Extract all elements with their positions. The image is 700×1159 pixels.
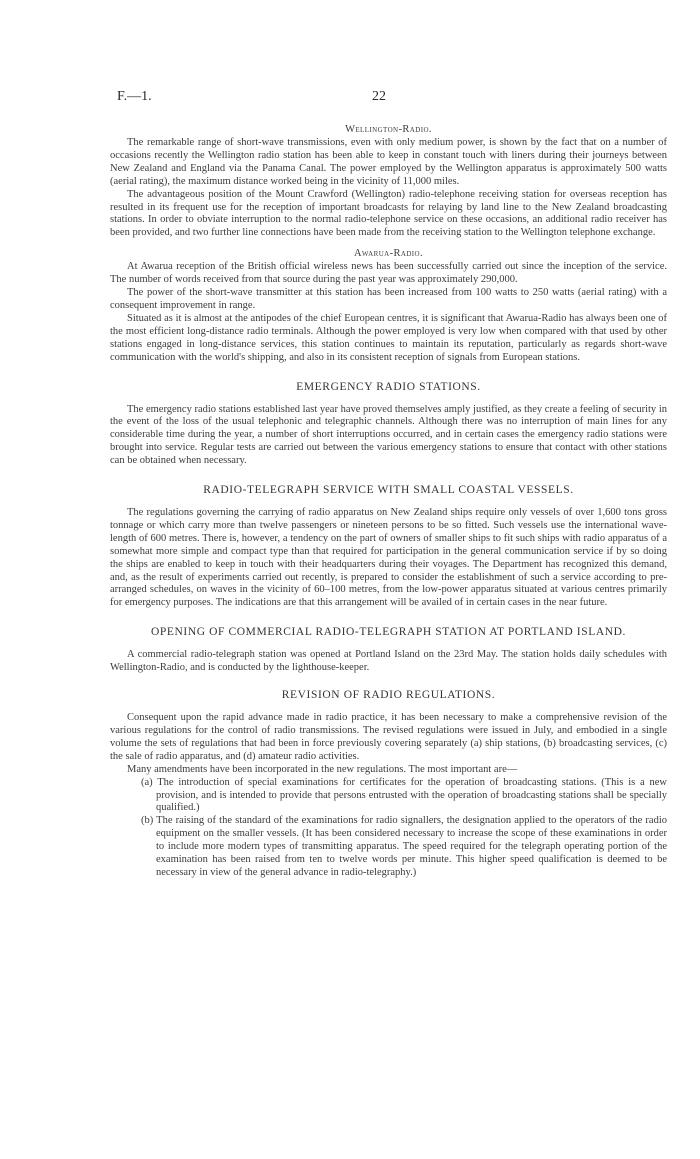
section-heading-revision-of-radio-regulations: REVISION OF RADIO REGULATIONS. <box>281 689 496 702</box>
paragraph: At Awarua reception of the British official wireless news has been successfully carried out since the inception of the service. The number of words received from that source during the past year was approximately 290,000. <box>110 261 667 286</box>
amendments-list <box>110 777 667 880</box>
list-item: (b) The raising of the standard of the examinations for radio signallers, the designation applied to the operators of the radio equipment on the smaller vessels. (It has been considered necessary to increase the scope of these examinations in order to include more modern types of transmitting apparatus. The speed required for the telegraph operating portion of the examination has been raised from ten to twelve words per minute. This higher speed qualification is deemed to be necessary in view of the general advance in radio-telegraphy.) <box>141 815 667 878</box>
section-heading-radio-telegraph-service: RADIO-TELEGRAPH SERVICE WITH SMALL COASTAL VESSELS. <box>203 484 574 497</box>
document-body <box>110 124 667 880</box>
section-heading-wellington-radio: Wellington-Radio. <box>345 124 432 135</box>
paragraph: Many amendments have been incorporated in the new regulations. The most important are— <box>127 763 518 775</box>
paragraph: The remarkable range of short-wave transmissions, even with only medium power, is shown by the fact that on a number of occasions recently the Wellington radio station has been able to keep in constant touch with liners during their journeys between New Zealand and England via the Panama Canal. The power employed by the Wellington apparatus is approximately 500 watts (aerial rating), the maximum distance worked being in the vicinity of 11,000 miles. <box>110 137 667 187</box>
list-item: (a) The introduction of special examinations for certificates for the operation of broadcasting stations. (This is a new provision, and is intended to provide that persons entrusted with the operation of broadcasting stations shall be specially qualified.) <box>141 776 667 814</box>
paragraph: A commercial radio-telegraph station was opened at Portland Island on the 23rd May. The station holds daily schedules with Wellington-Radio, and is conducted by the lighthouse-keeper. <box>110 649 667 674</box>
document-reference: F.—1. <box>117 89 152 104</box>
paragraph: The regulations governing the carrying of radio apparatus on New Zealand ships require only vessels of over 1,600 tons gross tonnage or which carry more than twelve passengers or nineteen persons to be so fitted. Such vessels use the international wave-length of 600 metres. There is, however, a tendency on the part of owners of smaller ships to fit such ships with radio apparatus of a somewhat more simple and compact type than that required for participation in the general communication service if by so doing the ships are enabled to keep in touch with their headquarters during their voyages. The Department has recognized this demand, and, as the result of experiments carried out recently, is prepared to consider the establishment of such a service according to pre-arranged schedules, on waves in the vicinity of 60–100 metres, from the low-power apparatus situated at various centres primarily for emergency purposes. The indications are that this arrangement will be availed of in certain cases in the near future. <box>110 507 667 609</box>
section-heading-portland-island: OPENING OF COMMERCIAL RADIO-TELEGRAPH STATION AT PORTLAND ISLAND. <box>150 626 627 639</box>
paragraph: Consequent upon the rapid advance made in radio practice, it has been necessary to make a comprehensive revision of the various regulations for the control of radio transmissions. The revised regulations were issued in July, and embodied in a single volume the sets of regulations that had been in force previously covering separately (a) ship stations, (b) broadcasting services, (c) the sale of radio apparatus, and (d) amateur radio activities. <box>110 712 667 762</box>
section-heading-emergency-radio-stations: EMERGENCY RADIO STATIONS. <box>296 380 481 393</box>
paragraph: The advantageous position of the Mount Crawford (Wellington) radio-telephone receiving station for overseas reception has resulted in its frequent use for the reception of important broadcasts for relaying by land line to the New Zealand broadcasting stations. In order to obviate interruption to the normal radio-telephone service on these occasions, an additional radio receiver has been provided, and two further line connections have been made from the receiving station to the Wellington telephone exchange. <box>110 188 667 239</box>
paragraph: The emergency radio stations established last year have proved themselves amply justified, as they create a feeling of security in the event of the loss of the usual telephonic and telegraphic channels. Although there was no interruption of main lines for any considerable time during the year, a number of short interruptions occurred, and in certain cases the emergency radio stations were brought into service. Regular tests are carried out between the various emergency stations to ensure that contact with other stations can be obtained when necessary. <box>110 403 667 467</box>
section-heading-awarua-radio: Awarua-Radio. <box>353 248 424 260</box>
page-number: 22 <box>372 89 386 104</box>
paragraph: Situated as it is almost at the antipodes of the chief European centres, it is significant that Awarua-Radio has always been one of the most efficient long-distance radio terminals. Although the power employed is very low when compared with that used by other stations engaged in long-distance services, this station continues to maintain its reputation, particularly as regards short-wave communication with the world's shipping, and also in its consistent reception of signals from European stations. <box>110 312 667 363</box>
paragraph: The power of the short-wave transmitter at this station has been increased from 100 watts to 250 watts (aerial rating) with a consequent improvement in range. <box>110 287 667 311</box>
